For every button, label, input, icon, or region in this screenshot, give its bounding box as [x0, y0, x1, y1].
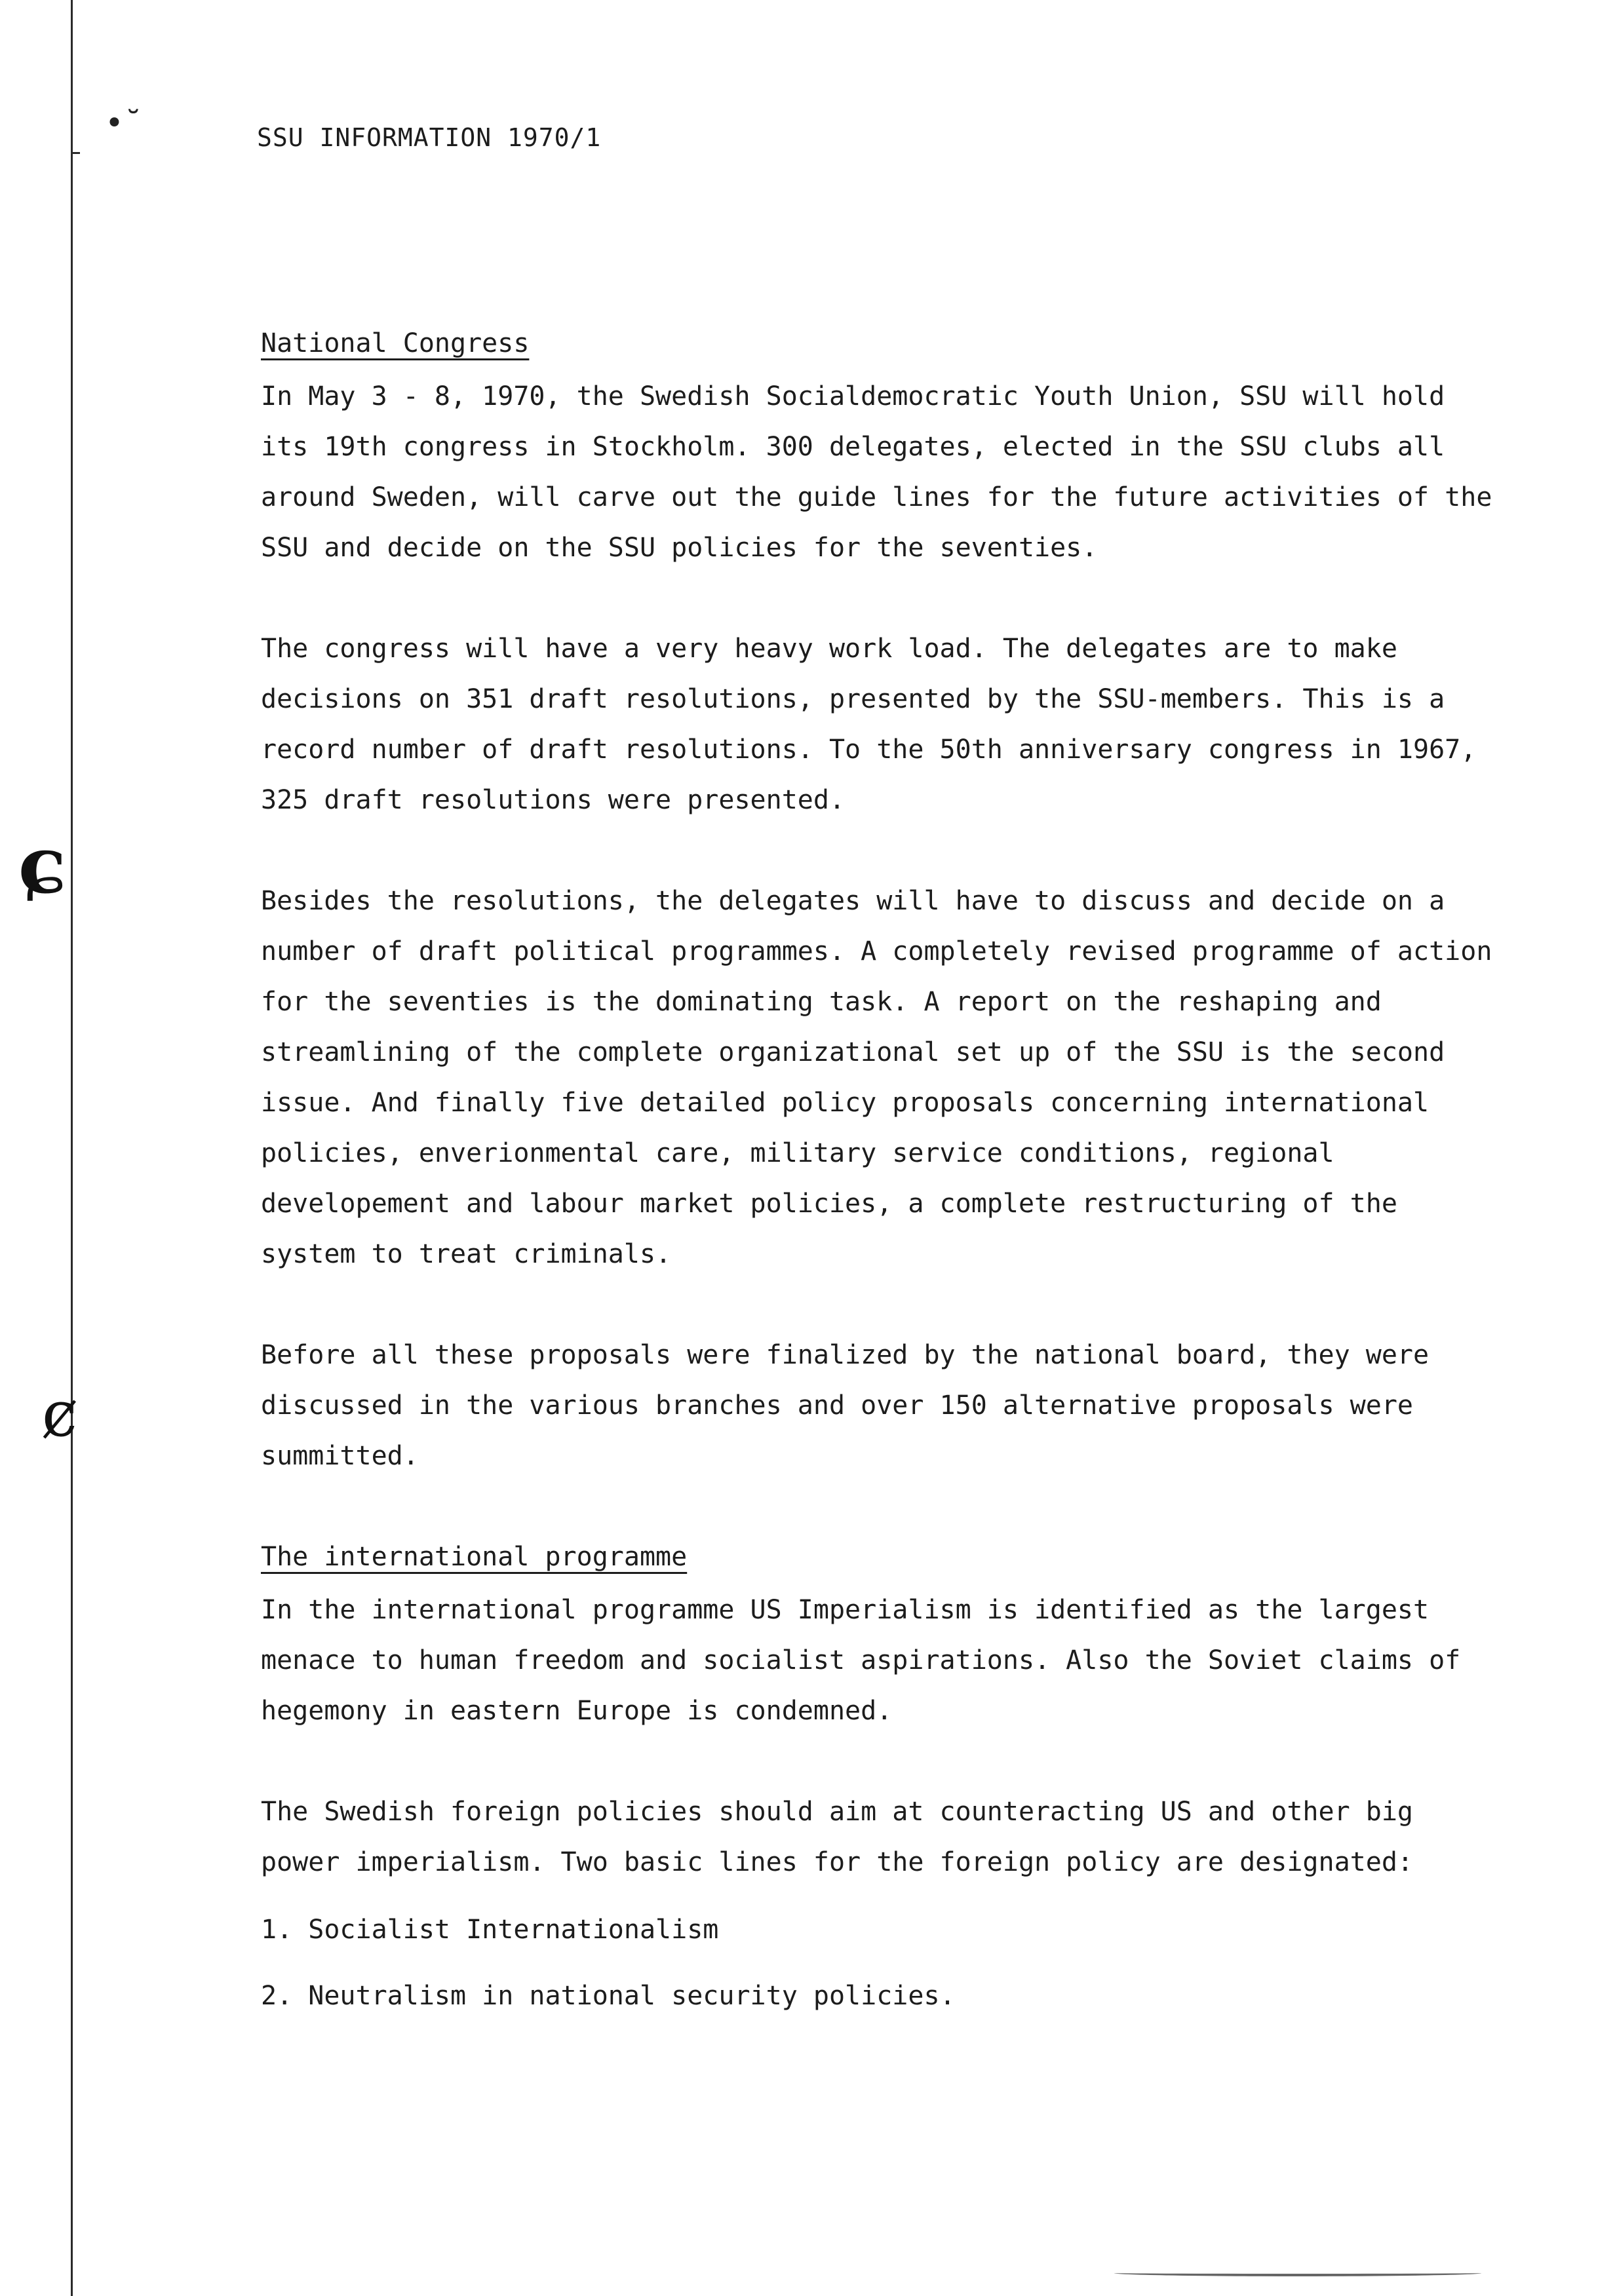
list-item: 1. Socialist Internationalism — [261, 1915, 719, 1945]
document-header: SSU INFORMATION 1970/1 — [257, 123, 602, 152]
binder-tick-mark — [71, 152, 80, 154]
paragraph: The Swedish foreign policies should aim at counteracting US and other big power imperialism. Two basic lines for the foreign policy are designated: — [261, 1797, 1413, 1877]
corner-ink-mark: •˘ — [105, 105, 143, 142]
punch-hole-mark-top: ɕ — [18, 818, 67, 911]
policy-lines-list — [261, 1905, 1493, 2021]
pen-scribble — [1114, 2270, 1481, 2276]
paragraph: Before all these proposals were finalized by the national board, they were discussed in the various branches and over 150 alternative proposals were summitted. — [261, 1340, 1430, 1471]
paragraph: Besides the resolutions, the delegates will have to discuss and decide on a number of draft political programmes. A completely revised programme of action for the seventies is the dominating task. A report on the reshaping and streamlining of the complete organizational set up of the SSU is the second issue. And finally five detailed policy proposals concerning international policies, enverionmental care, military service conditions, regional developement and labour market policies, a complete restructuring of the system to treat criminals. — [261, 886, 1492, 1269]
paragraph: In the international programme US Imperialism is identified as the largest menace to human freedom and socialist aspirations. Also the Soviet claims of hegemony in eastern Europe is condemned. — [261, 1595, 1461, 1726]
paragraph: The congress will have a very heavy work load. The delegates are to make decisions on 351 draft resolutions, presented by the SSU-members. This is a record number of draft resolutions. To the 50th anniversary congress in 1967, 325 draft resolutions were presented. — [261, 634, 1477, 815]
binder-margin-line — [71, 0, 73, 2296]
document-body — [261, 318, 1493, 2037]
section-heading: The international programme — [261, 1542, 688, 1572]
paragraph: In May 3 - 8, 1970, the Swedish Socialdemocratic Youth Union, SSU will hold its 19th congress in Stockholm. 300 delegates, elected in the SSU clubs all around Sweden, will carve out the guide lines for the future activities of the SSU and decide on the SSU policies for the seventies. — [261, 381, 1492, 563]
section-heading: National Congress — [261, 328, 530, 358]
section-international-programme — [261, 1532, 1493, 2021]
punch-hole-mark-bottom: ȼ — [42, 1377, 77, 1451]
list-item: 2. Neutralism in national security policies. — [261, 1981, 956, 2011]
section-national-congress — [261, 318, 1493, 1482]
